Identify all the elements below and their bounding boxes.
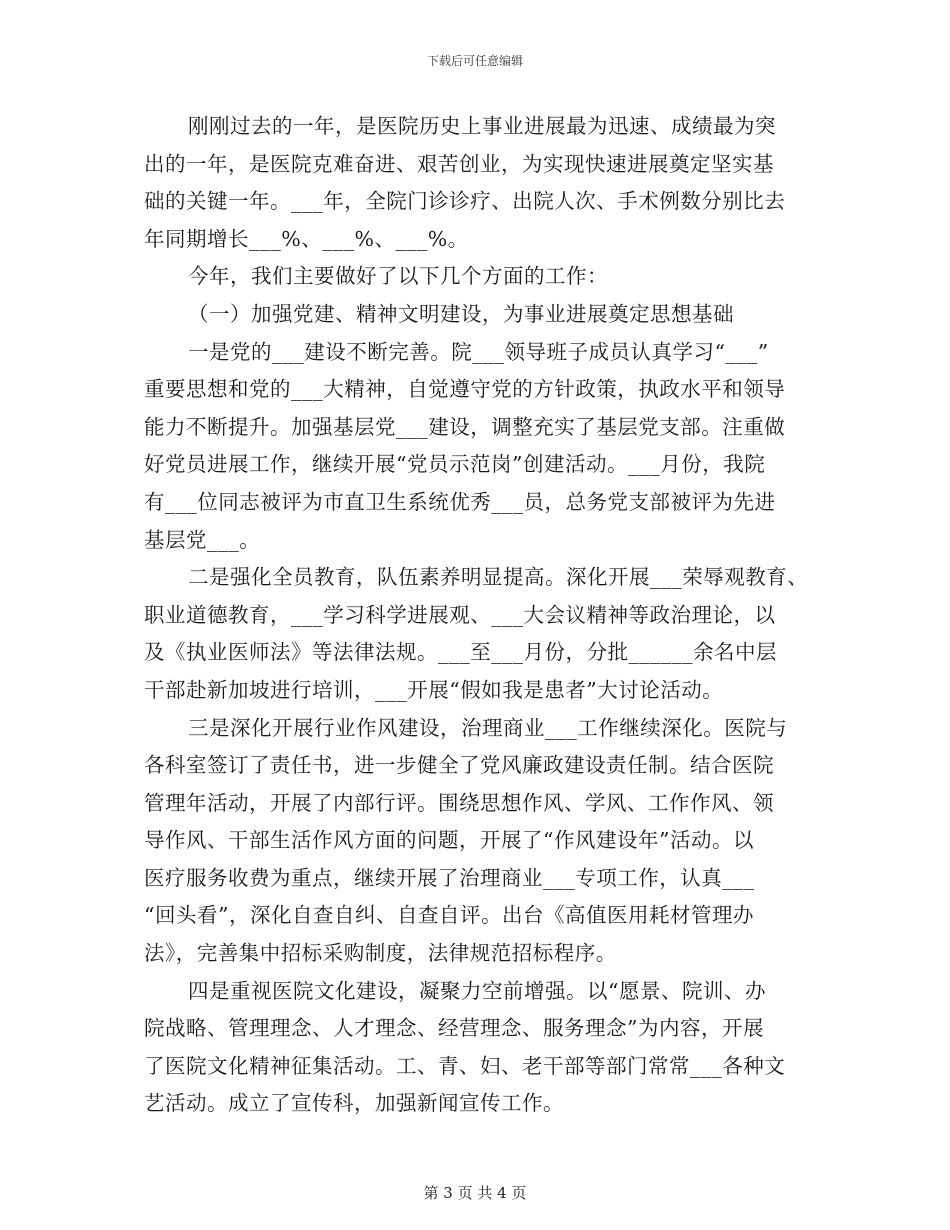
paragraph-line: 医疗服务收费为重点，继续开展了治理商业___专项工作，认真___ bbox=[144, 865, 755, 890]
paragraph-line: 了医院文化精神征集活动。工、青、妇、老干部等部门常常___各种文 bbox=[144, 1053, 786, 1078]
paragraph-line: 出的一年，是医院克难奋进、艰苦创业，为实现快速进展奠定坚实基 bbox=[144, 151, 774, 176]
paragraph-line: 职业道德教育，___学习科学进展观、___大会议精神等政治理论，以 bbox=[144, 602, 776, 627]
paragraph-line: 今年，我们主要做好了以下几个方面的工作： bbox=[188, 264, 608, 289]
paragraph-line: 四是重视医院文化建设，凝聚力空前增强。以“愿景、院训、办 bbox=[188, 978, 766, 1003]
page-header: 下载后可任意编辑 bbox=[426, 54, 523, 68]
paragraph-line: 法》，完善集中招标采购制度，法律规范招标程序。 bbox=[144, 941, 617, 966]
paragraph-line: 能力不断提升。加强基层党___建设，调整充实了基层党支部。注重做 bbox=[144, 414, 786, 439]
page-footer: 第 3 页 共 4 页 bbox=[423, 1184, 527, 1202]
document-body bbox=[144, 108, 809, 1123]
paragraph-line: 导作风、干部生活作风方面的问题，开展了“作风建设年”活动。以 bbox=[144, 828, 754, 853]
paragraph-line: 有___位同志被评为市直卫生系统优秀___员，总务党支部被评为先进 bbox=[144, 489, 776, 514]
paragraph-line: 刚刚过去的一年，是医院历史上事业进展最为迅速、成绩最为突 bbox=[188, 114, 776, 138]
paragraph-line: 基层党___。 bbox=[144, 527, 261, 552]
paragraph-line: 三是深化开展行业作风建设，治理商业___工作继续深化。医院与 bbox=[188, 715, 788, 740]
paragraph-line: “回头看”，深化自查自纠、自查自评。出台《高值医用耗材管理办 bbox=[144, 903, 754, 928]
paragraph-line: 重要思想和党的___大精神，自觉遵守党的方针政策，执政水平和领导 bbox=[144, 377, 786, 402]
paragraph-line: 年同期增长___%、___%、___%。 bbox=[144, 226, 469, 251]
paragraph-line: 院战略、管理理念、人才理念、经营理念、服务理念”为内容，开展 bbox=[144, 1016, 764, 1041]
paragraph-line: 及《执业医师法》等法律法规。___至___月份，分批______余名中层 bbox=[144, 640, 777, 665]
paragraph-line: 一是党的___建设不断完善。院___领导班子成员认真学习“___” bbox=[188, 339, 769, 364]
paragraph-line: 各科室签订了责任书，进一步健全了党风廉政建设责任制。结合医院 bbox=[144, 753, 774, 778]
paragraph-line: 干部赴新加坡进行培训，___开展“假如我是患者”大讨论活动。 bbox=[144, 677, 724, 702]
paragraph-line: 艺活动。成立了宣传科，加强新闻宣传工作。 bbox=[144, 1091, 564, 1116]
paragraph-line: 管理年活动，开展了内部行评。围绕思想作风、学风、工作作风、领 bbox=[144, 790, 774, 815]
section-heading: （一）加强党建、精神文明建设，为事业进展奠定思想基础 bbox=[188, 301, 734, 326]
paragraph-line: 础的关键一年。___年，全院门诊诊疗、出院人次、手术例数分别比去 bbox=[144, 189, 786, 214]
paragraph-line: 好党员进展工作，继续开展“党员示范岗”创建活动。___月份，我院 bbox=[144, 452, 766, 477]
paragraph-line: 二是强化全员教育，队伍素养明显提高。深化开展___荣辱观教育、 bbox=[188, 565, 809, 590]
